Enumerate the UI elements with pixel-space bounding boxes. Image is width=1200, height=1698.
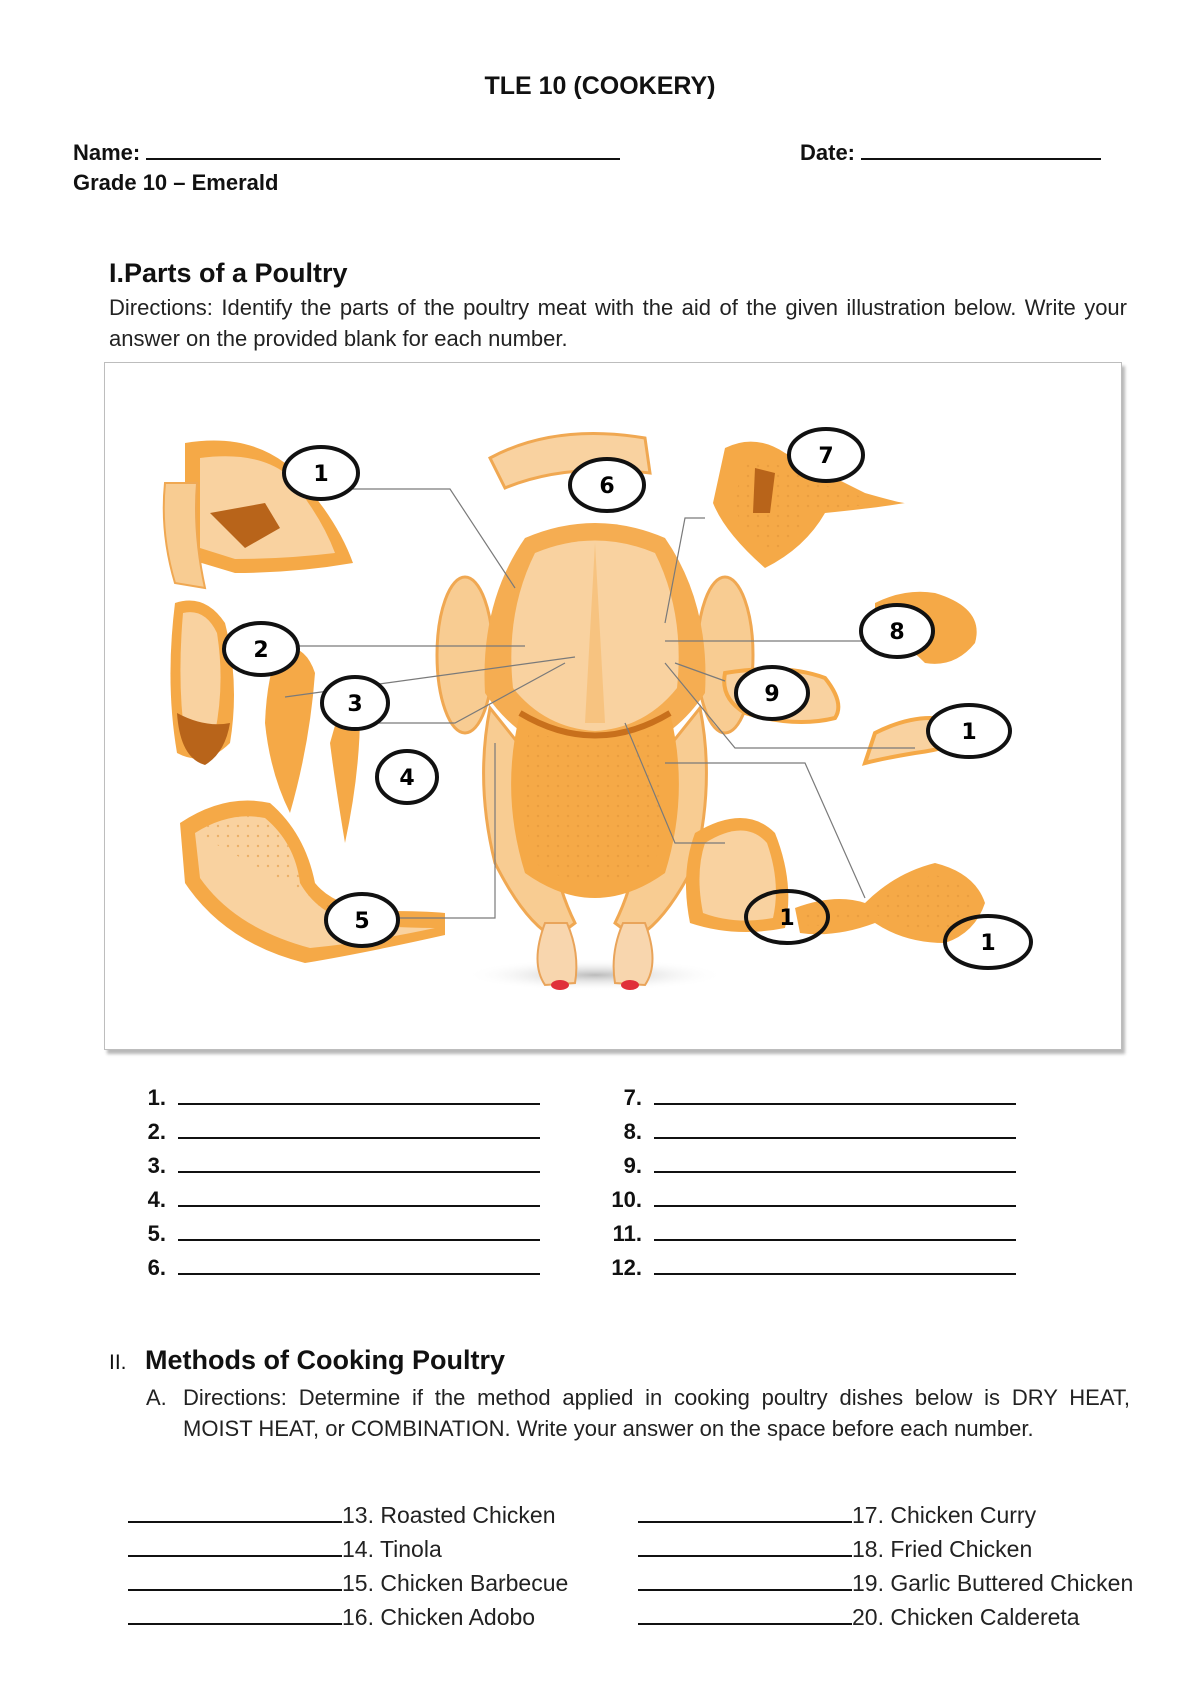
method-item[interactable]: 13. Roasted Chicken: [128, 1502, 568, 1536]
method-blank[interactable]: [638, 1537, 852, 1557]
answer-blank[interactable]: [178, 1185, 540, 1207]
answer-blank[interactable]: [178, 1219, 540, 1241]
label-text: 1: [980, 931, 996, 956]
label-circle: [284, 447, 358, 499]
label-circle: [945, 916, 1031, 968]
name-blank[interactable]: [146, 138, 620, 160]
answer-blank[interactable]: [178, 1253, 540, 1275]
label-circle: [861, 605, 933, 657]
section2-roman: II.: [109, 1351, 127, 1374]
section2-directions: Directions: Determine if the method applied in cooking poultry dishes below is DRY HEAT, MOIST HEAT, or COMBINATION. Write your answer on the space before each number.: [183, 1385, 1130, 1441]
methods-right-column: [638, 1502, 1133, 1638]
answer-row[interactable]: 7.: [596, 1083, 1016, 1117]
method-item[interactable]: 16. Chicken Adobo: [128, 1604, 568, 1638]
label-circle: [789, 429, 863, 481]
date-blank[interactable]: [861, 138, 1101, 160]
label-text: 2: [253, 638, 269, 663]
label-text: 7: [818, 444, 834, 469]
answer-blank[interactable]: [178, 1117, 540, 1139]
name-label: Name:: [73, 140, 141, 165]
label-text: 6: [599, 474, 615, 499]
section1-title: I.Parts of a Poultry: [109, 258, 348, 288]
poultry-diagram: [105, 363, 1121, 1049]
label-text: 4: [399, 766, 415, 791]
method-item[interactable]: 15. Chicken Barbecue: [128, 1570, 568, 1604]
answers-right-column: [596, 1083, 1016, 1287]
method-blank[interactable]: [638, 1605, 852, 1625]
answer-blank[interactable]: [654, 1253, 1016, 1275]
section2-sub-letter: A.: [146, 1385, 167, 1410]
methods-left-column: [128, 1502, 568, 1638]
section2-title: Methods of Cooking Poultry: [145, 1345, 505, 1375]
label-text: 9: [764, 682, 780, 707]
date-field[interactable]: [800, 138, 1101, 166]
answer-blank[interactable]: [654, 1185, 1016, 1207]
label-text: 1: [313, 462, 329, 487]
answers-left-column: [120, 1083, 540, 1287]
label-circle: [322, 677, 388, 729]
method-item[interactable]: 19. Garlic Buttered Chicken: [638, 1570, 1133, 1604]
answer-blank[interactable]: [178, 1083, 540, 1105]
floor-shadow: [465, 959, 725, 991]
label-text: 3: [347, 692, 363, 717]
method-blank[interactable]: [128, 1503, 342, 1523]
method-item[interactable]: 17. Chicken Curry: [638, 1502, 1133, 1536]
label-circle: [224, 623, 298, 675]
method-blank[interactable]: [128, 1571, 342, 1591]
answer-row[interactable]: 9.: [596, 1151, 1016, 1185]
method-blank[interactable]: [128, 1605, 342, 1625]
answer-row[interactable]: 2.: [120, 1117, 540, 1151]
answer-row[interactable]: 6.: [120, 1253, 540, 1287]
answer-row[interactable]: 11.: [596, 1219, 1016, 1253]
answer-row[interactable]: 3.: [120, 1151, 540, 1185]
method-blank[interactable]: [128, 1537, 342, 1557]
label-circle: [736, 667, 808, 719]
answer-row[interactable]: 5.: [120, 1219, 540, 1253]
method-item[interactable]: 14. Tinola: [128, 1536, 568, 1570]
date-label: Date:: [800, 140, 856, 165]
grade-section: Grade 10 – Emerald: [73, 170, 279, 195]
method-blank[interactable]: [638, 1571, 852, 1591]
answer-blank[interactable]: [654, 1219, 1016, 1241]
answer-blank[interactable]: [654, 1151, 1016, 1173]
section2-heading: [109, 1345, 505, 1376]
label-circle: [928, 705, 1010, 757]
answer-blank[interactable]: [654, 1083, 1016, 1105]
answer-blank[interactable]: [654, 1117, 1016, 1139]
label-text: 1: [779, 906, 795, 931]
answer-row[interactable]: 10.: [596, 1185, 1016, 1219]
label-text: 5: [354, 909, 370, 934]
section1-directions: Directions: Identify the parts of the poultry meat with the aid of the given illustration below. Write your answer on the provided blank for each number.: [109, 295, 1127, 351]
label-circle: [570, 459, 644, 511]
worksheet-title: TLE 10 (COOKERY): [484, 72, 716, 100]
label-text: 1: [961, 720, 977, 745]
answer-row[interactable]: 8.: [596, 1117, 1016, 1151]
answer-blank[interactable]: [178, 1151, 540, 1173]
method-item[interactable]: 20. Chicken Caldereta: [638, 1604, 1133, 1638]
part-wing-leg-bottom-left: [180, 801, 445, 964]
label-circle: [377, 751, 437, 803]
method-blank[interactable]: [638, 1503, 852, 1523]
name-field[interactable]: [73, 138, 620, 166]
label-text: 8: [889, 620, 905, 645]
answer-row[interactable]: 1.: [120, 1083, 540, 1117]
answer-row[interactable]: 12.: [596, 1253, 1016, 1287]
answer-row[interactable]: 4.: [120, 1185, 540, 1219]
poultry-illustration: [104, 362, 1122, 1050]
method-item[interactable]: 18. Fried Chicken: [638, 1536, 1133, 1570]
label-circle: [326, 894, 398, 946]
